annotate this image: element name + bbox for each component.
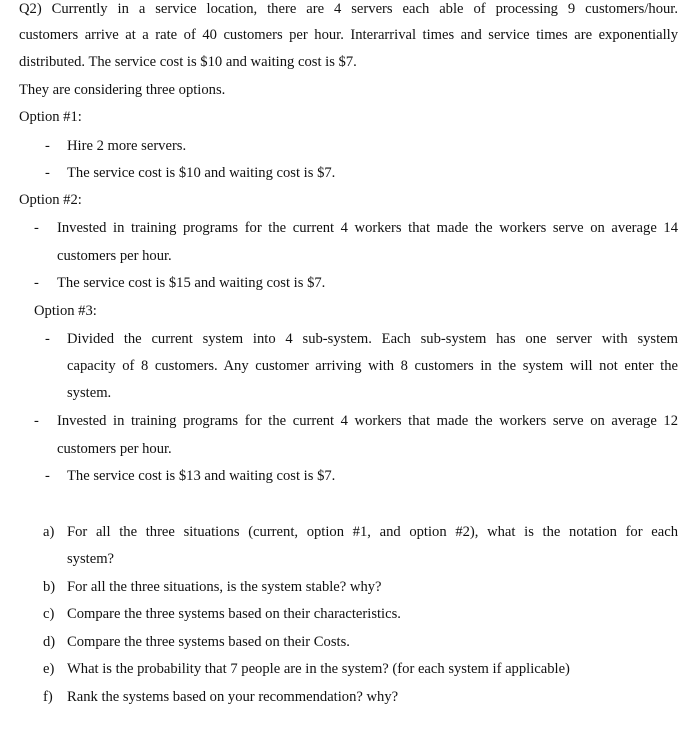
option-3-bullet-1: - — [45, 331, 50, 347]
option-2-heading: Option #2: — [19, 192, 82, 208]
option-3-bullet-3: - — [45, 468, 50, 484]
question-label-d: d) — [43, 634, 56, 650]
option-3-item-1-line-1: Divided the current system into 4 sub-system. Each sub-system has one server with system — [67, 331, 678, 347]
option-3-item-1-line-2: capacity of 8 customers. Any customer arriving with 8 customers in the system will not enter the — [67, 358, 678, 374]
question-label-a: a) — [43, 524, 55, 540]
question-a-line-2: system? — [67, 551, 115, 567]
question-label-f: f) — [43, 689, 53, 705]
option-1-item-1: Hire 2 more servers. — [67, 138, 187, 154]
question-intro-line-2: customers arrive at a rate of 40 customers per hour. Interarrival times and service times are exponentially — [19, 27, 678, 43]
question-e-text: What is the probability that 7 people are in the system? (for each system if applicable) — [67, 661, 570, 677]
option-2-item-1-line-2: customers per hour. — [57, 248, 172, 264]
option-1-item-2: The service cost is $10 and waiting cost is $7. — [67, 165, 336, 181]
question-label-e: e) — [43, 661, 55, 677]
option-2-bullet-1: - — [34, 220, 39, 236]
option-1-bullet-1: - — [45, 138, 50, 154]
question-intro-line-3: distributed. The service cost is $10 and waiting cost is $7. — [19, 54, 357, 70]
option-3-item-2-line-2: customers per hour. — [57, 441, 172, 457]
option-1-bullet-2: - — [45, 165, 50, 181]
question-label-c: c) — [43, 606, 55, 622]
option-2-bullet-2: - — [34, 275, 39, 291]
question-c-text: Compare the three systems based on their characteristics. — [67, 606, 401, 622]
question-d-text: Compare the three systems based on their Costs. — [67, 634, 350, 650]
question-intro-line-4: They are considering three options. — [19, 82, 226, 98]
option-3-item-3: The service cost is $13 and waiting cost is $7. — [67, 468, 336, 484]
question-a-line-1: For all the three situations (current, option #1, and option #2), what is the notation for each — [67, 524, 678, 540]
option-3-heading: Option #3: — [34, 303, 97, 319]
option-3-item-1-line-3: system. — [67, 385, 112, 401]
question-f-text: Rank the systems based on your recommendation? why? — [67, 689, 399, 705]
option-2-item-1-line-1: Invested in training programs for the current 4 workers that made the workers serve on average 14 — [57, 220, 678, 236]
option-3-item-2-line-1: Invested in training programs for the current 4 workers that made the workers serve on average 12 — [57, 413, 678, 429]
question-label-b: b) — [43, 579, 56, 595]
option-1-heading: Option #1: — [19, 109, 82, 125]
question-b-text: For all the three situations, is the system stable? why? — [67, 579, 382, 595]
option-3-bullet-2: - — [34, 413, 39, 429]
option-2-item-2: The service cost is $15 and waiting cost is $7. — [57, 275, 326, 291]
question-intro-line-1: Q2) Currently in a service location, there are 4 servers each able of processing 9 customers/hour. — [19, 1, 678, 17]
